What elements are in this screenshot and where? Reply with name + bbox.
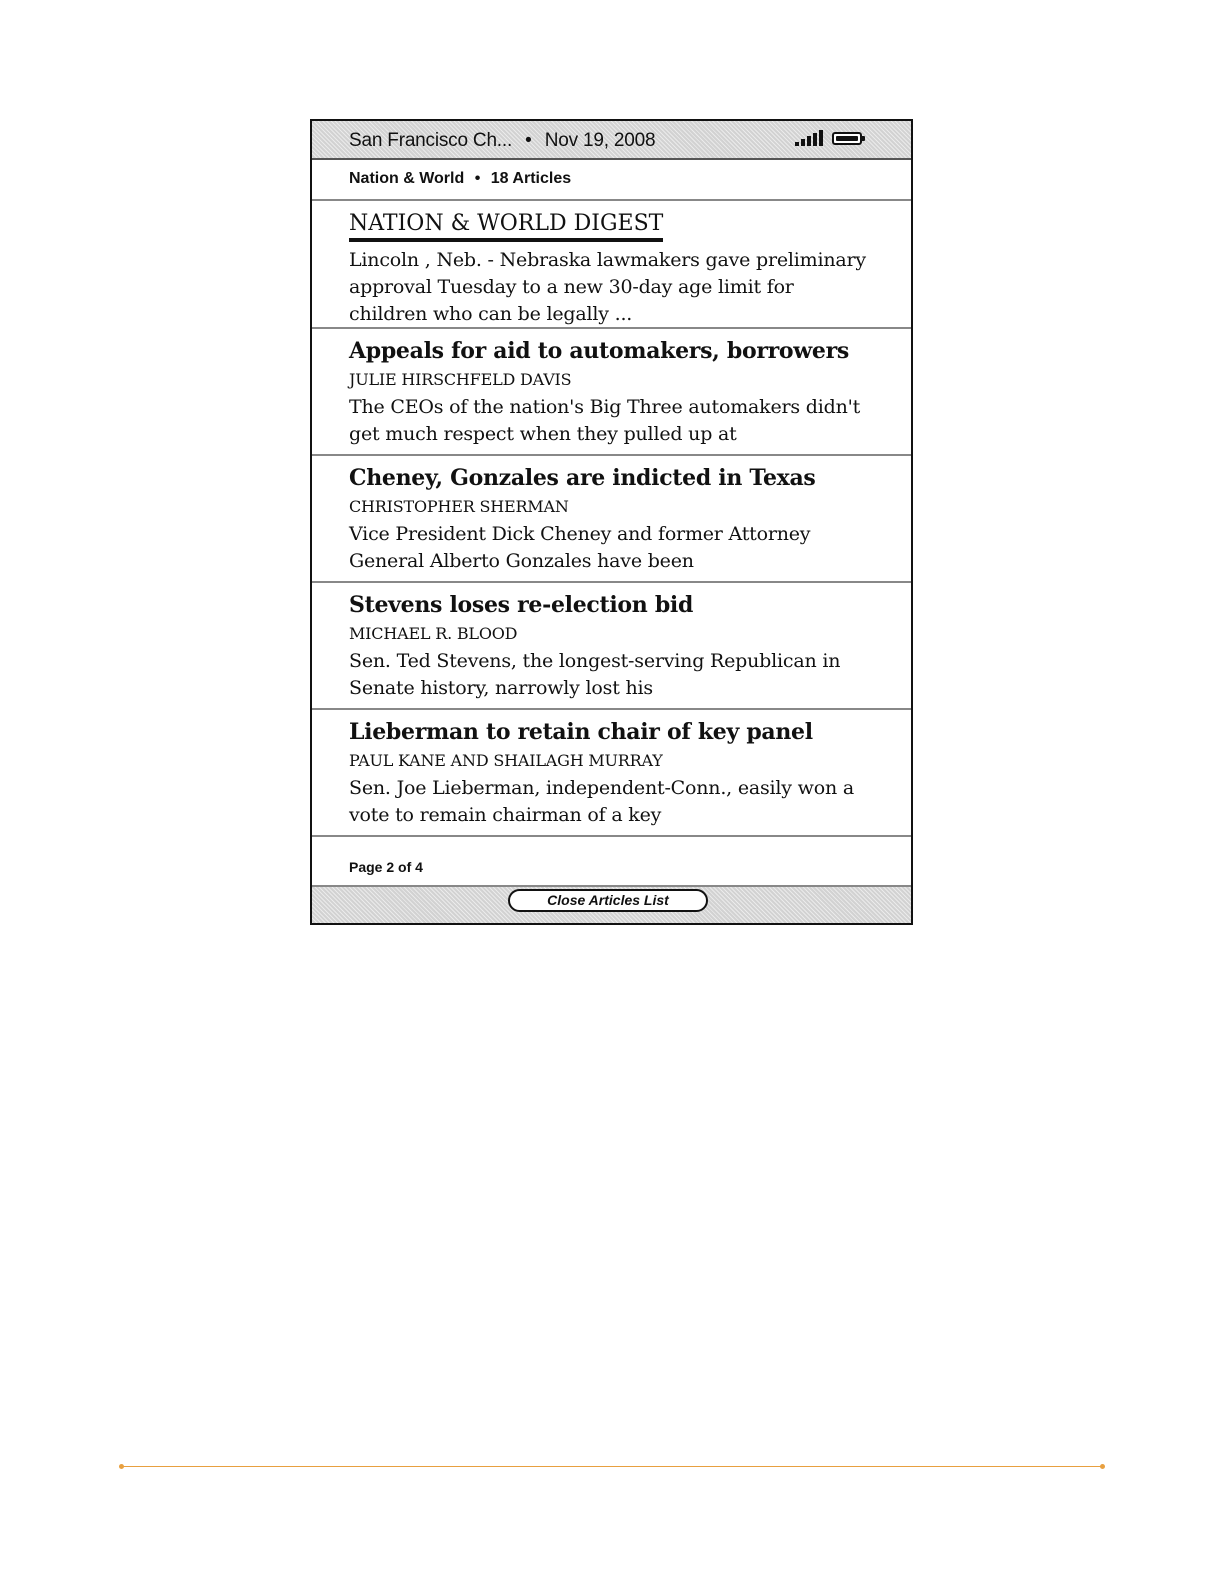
article-item-4[interactable] bbox=[312, 582, 911, 710]
article-byline: PAUL KANE AND SHAILAGH MURRAY bbox=[349, 751, 663, 770]
section-header bbox=[312, 160, 911, 201]
issue-date: Nov 19, 2008 bbox=[544, 130, 656, 151]
section-separator: • bbox=[474, 170, 481, 187]
publication-title: San Francisco Ch... bbox=[349, 130, 513, 151]
status-bar bbox=[312, 121, 911, 160]
article-item-1[interactable] bbox=[312, 201, 911, 329]
article-headline[interactable]: Stevens loses re-election bid bbox=[349, 592, 694, 618]
article-byline: JULIE HIRSCHFELD DAVIS bbox=[349, 370, 572, 389]
section-name: Nation & World bbox=[349, 170, 465, 187]
article-headline[interactable]: Cheney, Gonzales are indicted in Texas bbox=[349, 465, 816, 491]
title-separator: • bbox=[525, 130, 532, 151]
footer-rule bbox=[121, 1466, 1103, 1467]
article-item-3[interactable] bbox=[312, 455, 911, 583]
article-headline[interactable]: Appeals for aid to automakers, borrowers bbox=[349, 338, 850, 364]
article-snippet: Sen. Joe Lieberman, independent-Conn., easily won a vote to remain chairman of a key bbox=[349, 777, 854, 826]
article-snippet: Vice President Dick Cheney and former Attorney General Alberto Gonzales have been bbox=[349, 523, 811, 572]
article-headline[interactable]: Lieberman to retain chair of key panel bbox=[349, 719, 813, 745]
status-bar-title bbox=[349, 130, 655, 152]
battery-icon bbox=[832, 132, 862, 145]
article-count: 18 Articles bbox=[490, 170, 572, 187]
article-item-2[interactable] bbox=[312, 328, 911, 456]
bottom-bar bbox=[312, 887, 911, 923]
signal-strength-icon bbox=[795, 130, 823, 146]
article-byline: MICHAEL R. BLOOD bbox=[349, 624, 518, 643]
article-headline[interactable]: NATION & WORLD DIGEST bbox=[349, 211, 663, 242]
article-item-5[interactable] bbox=[312, 709, 911, 837]
article-snippet: Sen. Ted Stevens, the longest-serving Republican in Senate history, narrowly lost his bbox=[349, 650, 841, 699]
article-snippet: The CEOs of the nation's Big Three automakers didn't get much respect when they pulled up at bbox=[349, 396, 861, 445]
article-byline: CHRISTOPHER SHERMAN bbox=[349, 497, 569, 516]
page-indicator: Page 2 of 4 bbox=[349, 859, 423, 875]
kindle-screen bbox=[310, 119, 913, 925]
article-snippet: Lincoln , Neb. - Nebraska lawmakers gave preliminary approval Tuesday to a new 30-day age limit for children who can be legally ... bbox=[349, 249, 866, 325]
section-label bbox=[349, 170, 571, 188]
close-articles-list-button[interactable]: Close Articles List bbox=[508, 889, 708, 912]
pagination bbox=[312, 841, 911, 887]
